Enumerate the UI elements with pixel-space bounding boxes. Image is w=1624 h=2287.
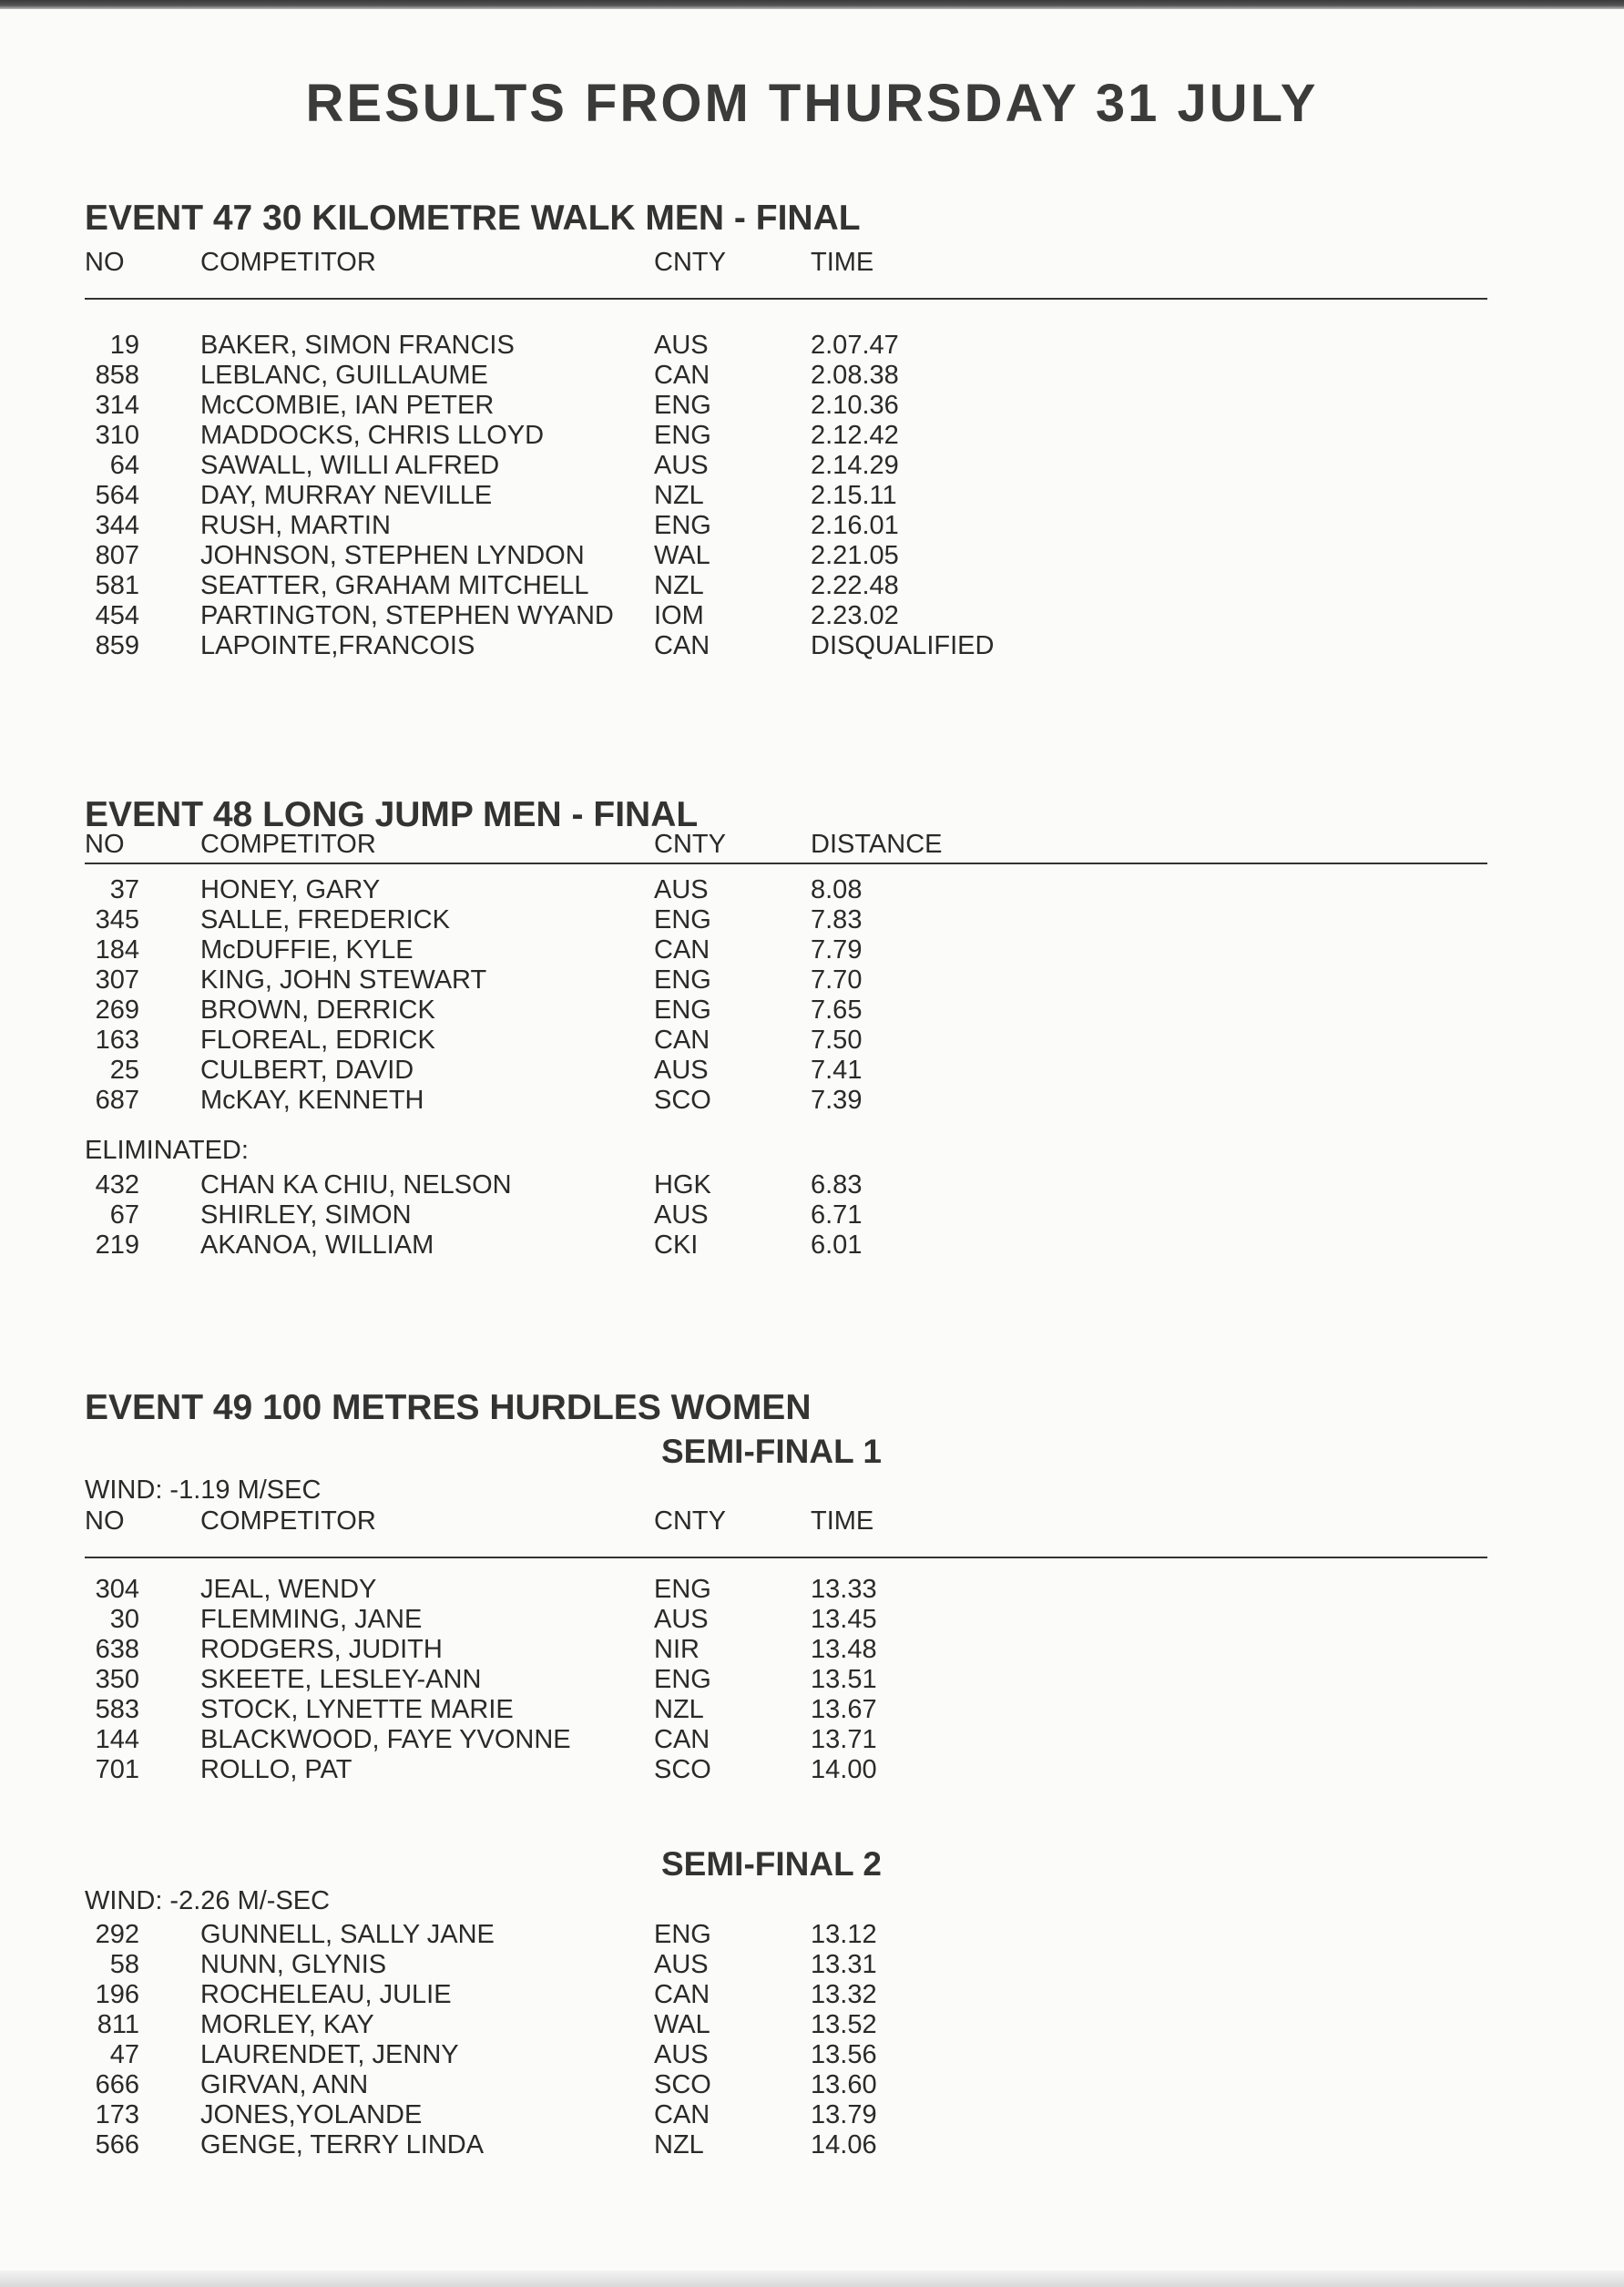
semi-final-1-rows [85,1575,1487,1785]
country-code: ENG [654,421,711,450]
country-code: ENG [654,1665,711,1694]
competitor-name: SAWALL, WILLI ALFRED [200,451,500,480]
result-value: 13.67 [811,1695,877,1724]
semi-final-2-wind: WIND: -2.26 M/-SEC [85,1886,331,1915]
result-row [85,1086,1487,1116]
country-code: CAN [654,1725,710,1754]
country-code: WAL [654,541,710,570]
competitor-number: 310 [95,421,139,450]
result-value: 13.56 [811,2040,877,2069]
event-47-title: EVENT 47 30 KILOMETRE WALK MEN - FINAL [85,199,861,238]
result-value: 2.23.02 [811,601,899,630]
competitor-number: 858 [95,361,139,390]
competitor-number: 269 [95,995,139,1025]
result-row [85,1665,1487,1695]
competitor-name: MADDOCKS, CHRIS LLOYD [200,421,545,450]
result-row [85,1725,1487,1755]
result-row [85,391,1487,421]
competitor-name: AKANOA, WILLIAM [200,1230,434,1260]
competitor-number: 811 [97,2010,139,2039]
event-47-header [85,245,1487,280]
result-value: 2.21.05 [811,541,899,570]
result-value: 13.48 [811,1635,877,1664]
result-row [85,1200,1487,1230]
result-value: 2.07.47 [811,331,899,360]
competitor-number: 64 [109,451,139,480]
eliminated-label: ELIMINATED: [85,1136,249,1165]
country-code: CAN [654,631,710,660]
result-row [85,421,1487,451]
result-value: 13.31 [811,1950,877,1979]
result-value: 13.60 [811,2070,877,2099]
semi-final-2-rows [85,1920,1487,2160]
result-row [85,995,1487,1026]
result-value: 13.52 [811,2010,877,2039]
result-value: 13.51 [811,1665,877,1694]
competitor-name: HONEY, GARY [200,875,381,904]
result-row [85,511,1487,541]
competitor-name: SKEETE, LESLEY-ANN [200,1665,482,1694]
country-code: ENG [654,995,711,1025]
event-49-title: EVENT 49 100 METRES HURDLES WOMEN [85,1388,812,1427]
competitor-name: KING, JOHN STEWART [200,965,487,995]
result-value: 13.12 [811,1920,877,1949]
result-value: 2.12.42 [811,421,899,450]
result-value: 2.08.38 [811,361,899,390]
header-time: TIME [811,248,874,277]
header-time: TIME [811,1506,874,1536]
country-code: AUS [654,875,709,904]
competitor-number: 432 [95,1170,139,1200]
result-row [85,331,1487,361]
result-row [85,1635,1487,1665]
country-code: NZL [654,2130,704,2159]
competitor-name: BAKER, SIMON FRANCIS [200,331,515,360]
competitor-name: RUSH, MARTIN [200,511,391,540]
result-row [85,1920,1487,1950]
result-row [85,2130,1487,2160]
semi-final-1-title: SEMI-FINAL 1 [661,1433,882,1470]
result-row [85,1695,1487,1725]
result-row [85,875,1487,905]
competitor-name: JOHNSON, STEPHEN LYNDON [200,541,585,570]
header-cnty: CNTY [654,248,726,277]
header-distance: DISTANCE [811,830,943,859]
country-code: AUS [654,451,709,480]
country-code: CAN [654,1980,710,2009]
country-code: AUS [654,1605,709,1634]
result-row [85,571,1487,601]
result-row [85,1575,1487,1605]
country-code: AUS [654,1056,709,1085]
result-row [85,2100,1487,2130]
result-value: 2.16.01 [811,511,899,540]
result-row [85,541,1487,571]
competitor-name: RODGERS, JUDITH [200,1635,443,1664]
competitor-number: 701 [95,1755,139,1784]
result-row [85,2010,1487,2040]
result-value: 6.83 [811,1170,863,1200]
country-code: HGK [654,1170,711,1200]
result-value: 13.71 [811,1725,877,1754]
country-code: SCO [654,1086,711,1115]
competitor-name: GUNNELL, SALLY JANE [200,1920,495,1949]
result-value: 7.39 [811,1086,863,1115]
event-48-rows [85,875,1487,1116]
header-cnty: CNTY [654,1506,726,1536]
result-value: 14.00 [811,1755,877,1784]
competitor-name: GENGE, TERRY LINDA [200,2130,485,2159]
competitor-number: 345 [95,905,139,934]
result-row [85,1755,1487,1785]
country-code: ENG [654,1920,711,1949]
country-code: SCO [654,1755,711,1784]
result-value: 7.41 [811,1056,863,1085]
result-row [85,601,1487,631]
competitor-number: 58 [109,1950,139,1979]
result-value: 6.01 [811,1230,863,1260]
country-code: CAN [654,1026,710,1055]
country-code: NZL [654,1695,704,1724]
event-47-section [85,196,1487,661]
competitor-number: 807 [95,541,139,570]
result-row [85,1950,1487,1980]
result-value: 7.79 [811,935,863,965]
result-row [85,631,1487,661]
semi-final-1-wind: WIND: -1.19 M/SEC [85,1475,322,1505]
event-47-rows [85,331,1487,661]
result-row [85,1980,1487,2010]
competitor-number: 314 [95,391,139,420]
result-row [85,935,1487,965]
result-value: 2.15.11 [811,481,897,510]
competitor-name: McKAY, KENNETH [200,1086,424,1115]
result-row [85,1605,1487,1635]
country-code: NIR [654,1635,700,1664]
country-code: CAN [654,935,710,965]
header-competitor: COMPETITOR [200,248,376,277]
result-value: 13.45 [811,1605,877,1634]
competitor-name: PARTINGTON, STEPHEN WYAND [200,601,614,630]
competitor-number: 292 [95,1920,139,1949]
country-code: AUS [654,2040,709,2069]
event-48-section [85,792,1487,1261]
competitor-name: JONES,YOLANDE [200,2100,423,2129]
result-value: 8.08 [811,875,863,904]
competitor-number: 566 [95,2130,139,2159]
competitor-name: ROCHELEAU, JULIE [200,1980,452,2009]
header-rule [85,863,1487,864]
competitor-name: SHIRLEY, SIMON [200,1200,412,1230]
result-value: 7.83 [811,905,863,934]
result-row [85,2070,1487,2100]
competitor-name: McDUFFIE, KYLE [200,935,414,965]
competitor-name: BLACKWOOD, FAYE YVONNE [200,1725,571,1754]
result-row [85,1170,1487,1200]
competitor-number: 666 [95,2070,139,2099]
scan-top-edge [0,0,1624,9]
header-no: NO [85,248,125,277]
competitor-number: 144 [95,1725,139,1754]
result-value: 13.32 [811,1980,877,2009]
country-code: SCO [654,2070,711,2099]
country-code: AUS [654,331,709,360]
country-code: ENG [654,511,711,540]
semi-final-2-title: SEMI-FINAL 2 [661,1845,882,1883]
event-49-header [85,1504,1487,1538]
event-48-eliminated-rows [85,1170,1487,1261]
scan-bottom-edge [0,2271,1624,2287]
competitor-name: NUNN, GLYNIS [200,1950,387,1979]
competitor-number: 583 [95,1695,139,1724]
country-code: ENG [654,905,711,934]
competitor-number: 30 [109,1605,139,1634]
result-value: 7.65 [811,995,863,1025]
competitor-number: 350 [95,1665,139,1694]
header-no: NO [85,830,125,859]
header-competitor: COMPETITOR [200,830,376,859]
competitor-name: ROLLO, PAT [200,1755,352,1784]
competitor-name: FLOREAL, EDRICK [200,1026,435,1055]
competitor-number: 47 [109,2040,139,2069]
competitor-name: BROWN, DERRICK [200,995,435,1025]
result-value: 2.22.48 [811,571,899,600]
result-value: 7.50 [811,1026,863,1055]
result-row [85,905,1487,935]
competitor-name: LAPOINTE,FRANCOIS [200,631,475,660]
competitor-name: MORLEY, KAY [200,2010,374,2039]
country-code: ENG [654,965,711,995]
competitor-number: 638 [95,1635,139,1664]
competitor-number: 687 [95,1086,139,1115]
competitor-number: 307 [95,965,139,995]
header-cnty: CNTY [654,830,726,859]
country-code: AUS [654,1950,709,1979]
header-competitor: COMPETITOR [200,1506,376,1536]
competitor-number: 344 [95,511,139,540]
country-code: NZL [654,571,704,600]
competitor-name: JEAL, WENDY [200,1575,377,1604]
competitor-number: 219 [95,1230,139,1260]
result-row [85,481,1487,511]
competitor-number: 173 [95,2100,139,2129]
competitor-number: 67 [109,1200,139,1230]
competitor-name: LEBLANC, GUILLAUME [200,361,488,390]
result-row [85,965,1487,995]
country-code: ENG [654,1575,711,1604]
competitor-name: FLEMMING, JANE [200,1605,423,1634]
result-value: 7.70 [811,965,863,995]
competitor-name: DAY, MURRAY NEVILLE [200,481,493,510]
competitor-number: 564 [95,481,139,510]
page-title: RESULTS FROM THURSDAY 31 JULY [305,74,1319,133]
competitor-name: CULBERT, DAVID [200,1056,414,1085]
country-code: CKI [654,1230,699,1260]
competitor-name: CHAN KA CHIU, NELSON [200,1170,512,1200]
header-rule [85,1557,1487,1558]
competitor-number: 859 [95,631,139,660]
result-row [85,451,1487,481]
result-row [85,2040,1487,2070]
competitor-name: McCOMBIE, IAN PETER [200,391,495,420]
competitor-number: 163 [95,1026,139,1055]
result-row [85,1056,1487,1086]
header-rule [85,298,1487,300]
event-48-header [85,827,1487,862]
country-code: IOM [654,601,704,630]
country-code: AUS [654,1200,709,1230]
competitor-name: GIRVAN, ANN [200,2070,369,2099]
result-value: 2.10.36 [811,391,899,420]
competitor-number: 581 [95,571,139,600]
competitor-number: 184 [95,935,139,965]
competitor-name: SALLE, FREDERICK [200,905,450,934]
competitor-name: SEATTER, GRAHAM MITCHELL [200,571,589,600]
header-no: NO [85,1506,125,1536]
competitor-number: 25 [109,1056,139,1085]
competitor-number: 196 [95,1980,139,2009]
country-code: NZL [654,481,704,510]
result-value: 2.14.29 [811,451,899,480]
competitor-number: 304 [95,1575,139,1604]
competitor-name: STOCK, LYNETTE MARIE [200,1695,514,1724]
result-value: 13.33 [811,1575,877,1604]
result-value: 13.79 [811,2100,877,2129]
result-value: 14.06 [811,2130,877,2159]
event-48-title: EVENT 48 LONG JUMP MEN - FINAL [85,795,699,834]
competitor-name: LAURENDET, JENNY [200,2040,459,2069]
result-value: DISQUALIFIED [811,631,995,660]
event-49-section [85,1385,1487,2160]
result-row [85,1230,1487,1261]
competitor-number: 454 [95,601,139,630]
competitor-number: 37 [109,875,139,904]
competitor-number: 19 [109,331,139,360]
country-code: CAN [654,361,710,390]
country-code: WAL [654,2010,710,2039]
result-value: 6.71 [811,1200,863,1230]
result-row [85,361,1487,391]
result-row [85,1026,1487,1056]
country-code: CAN [654,2100,710,2129]
country-code: ENG [654,391,711,420]
